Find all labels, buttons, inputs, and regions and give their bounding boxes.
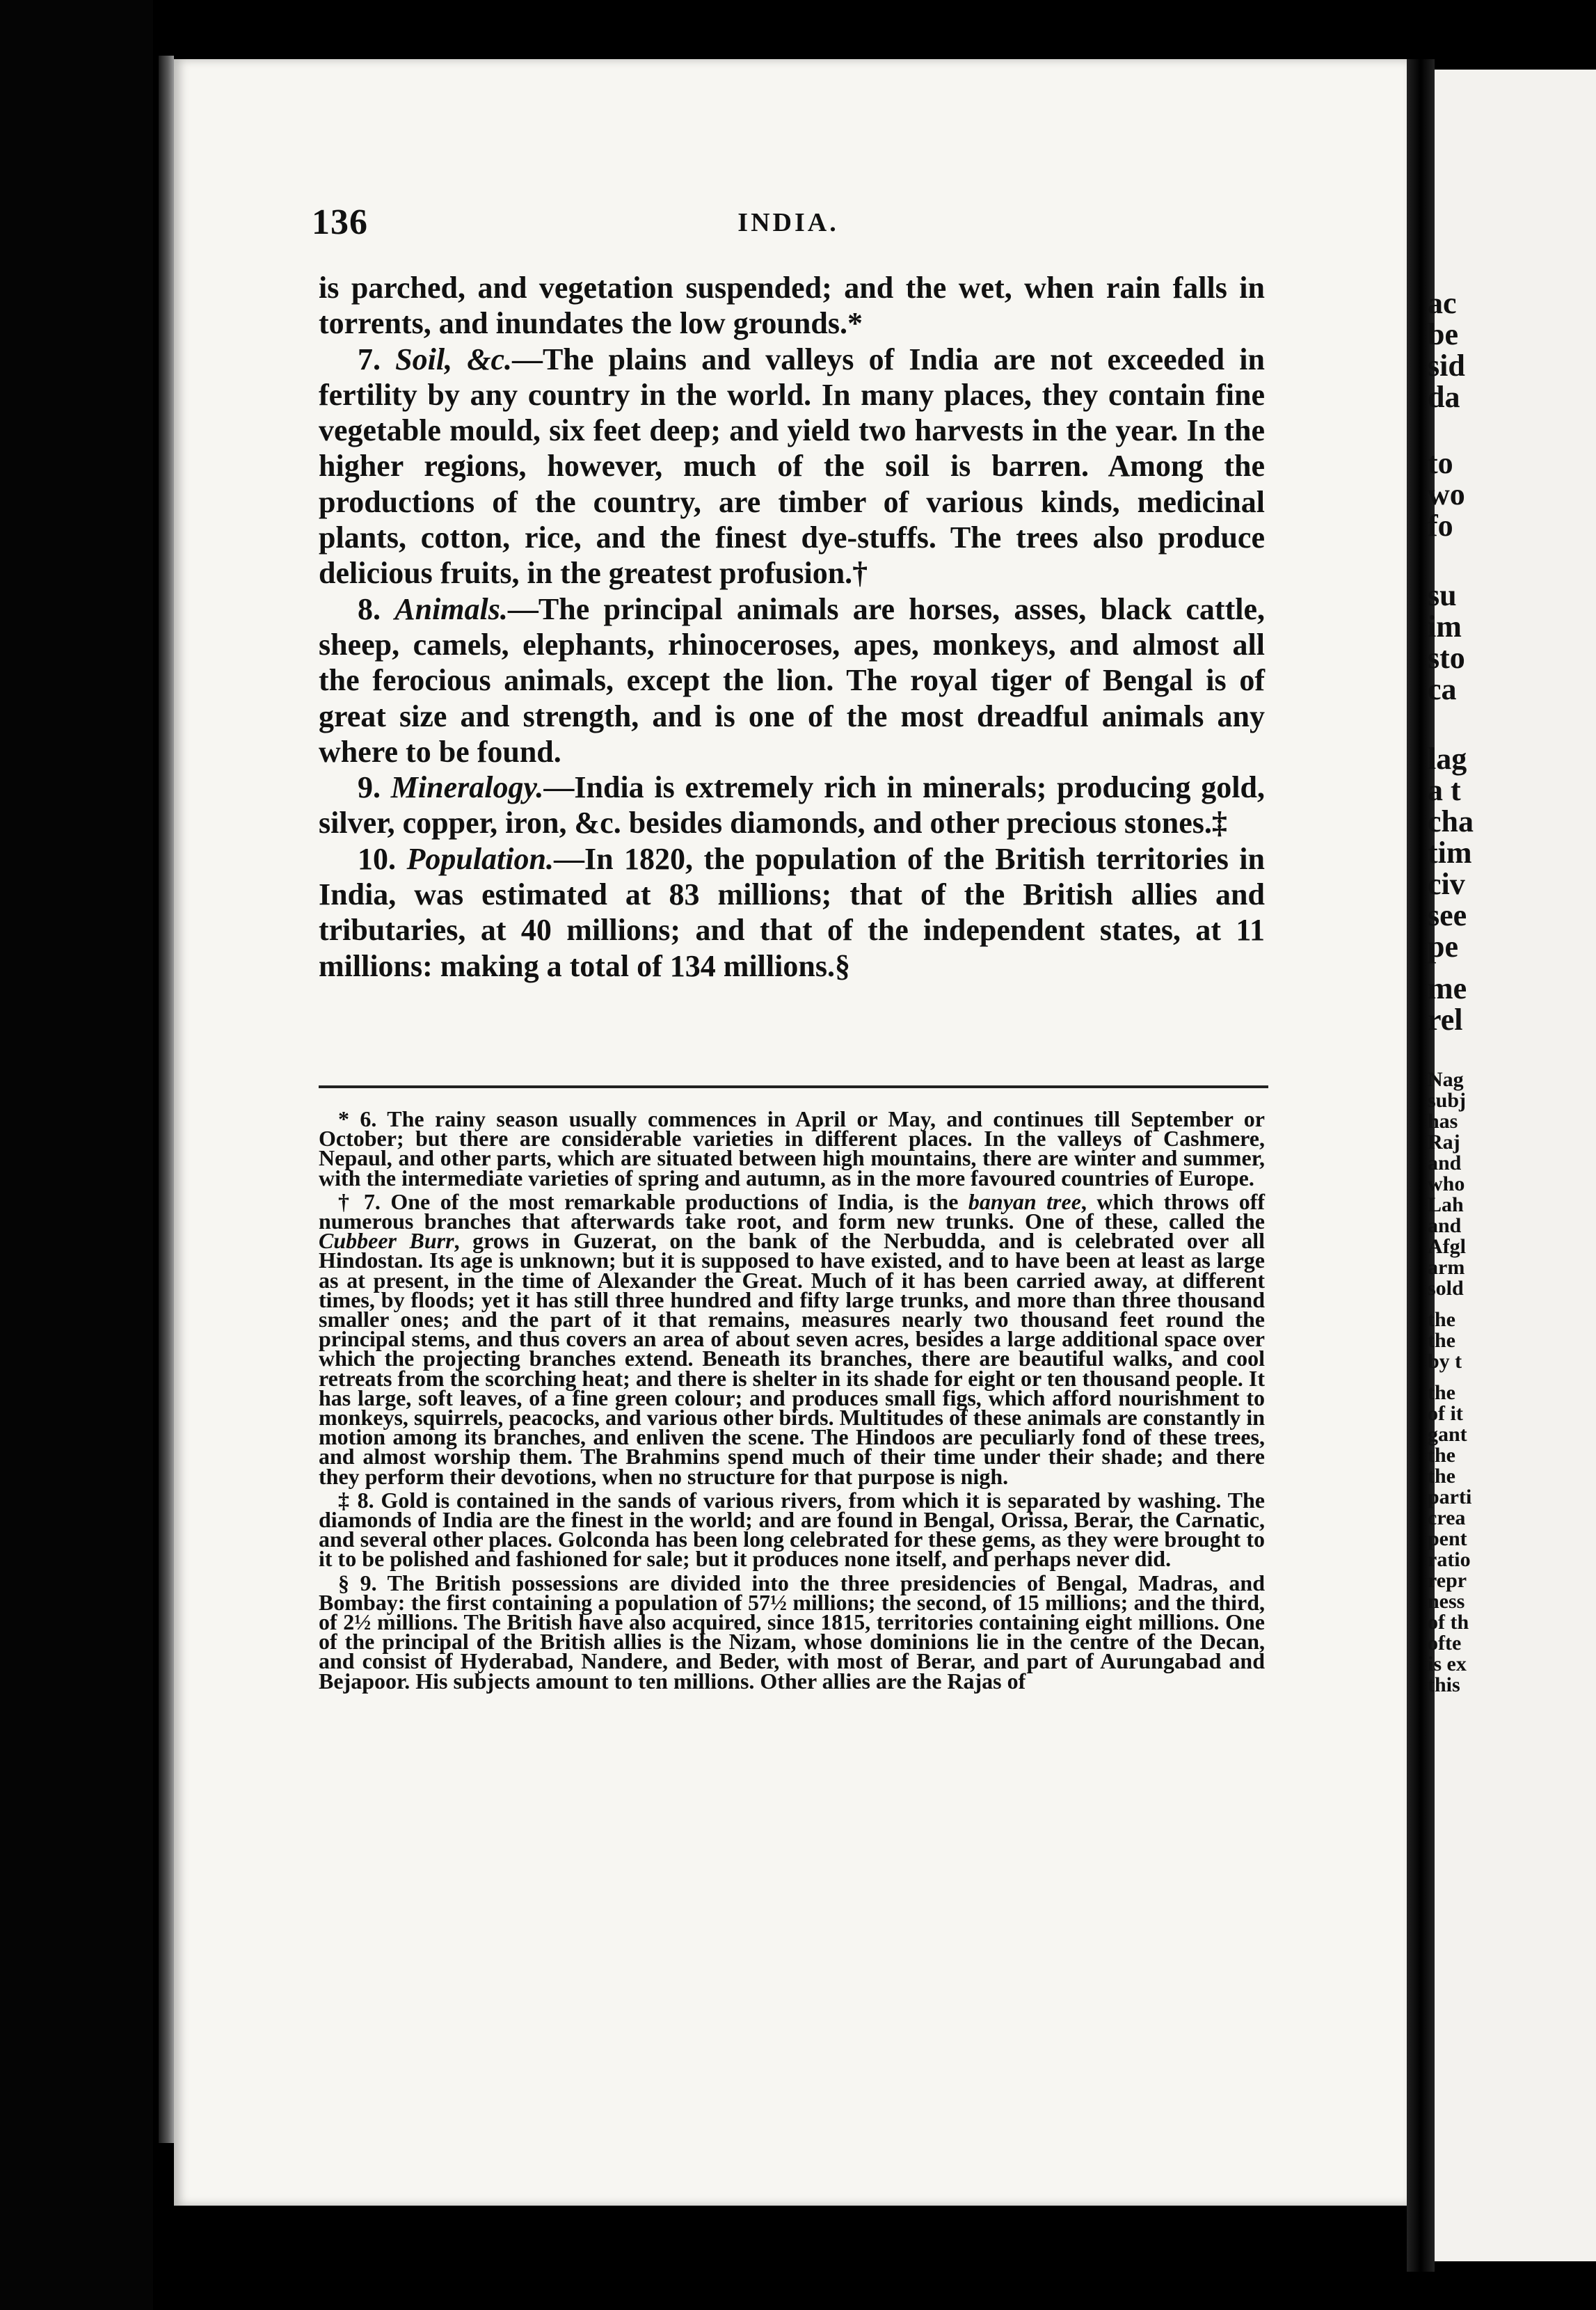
facing-page-text: fo: [1428, 509, 1453, 543]
footnote-text: † 7. One of the most remarkable productions of India, is the: [338, 1188, 959, 1214]
facing-page-text: has: [1428, 1110, 1458, 1133]
facing-page-text: ac: [1428, 286, 1457, 320]
facing-page-text: civ: [1428, 867, 1465, 901]
section-7: [319, 342, 1265, 591]
facing-page-text: sto: [1428, 641, 1465, 675]
page-edge-shadow: [159, 56, 174, 2143]
section-text: —The principal animals are horses, asses, black cattle, sheep, camels, elephants, rhinoceroses, apes, monkeys, and almost all the ferocious animals, except the lion. The royal tiger of Bengal is of great size and strength, and is one of the most dreadful animals any where to be found.: [319, 591, 1265, 769]
facing-page-fragment: [1428, 70, 1596, 2261]
facing-page-text: ca: [1428, 672, 1457, 706]
facing-page-text: Afgl: [1428, 1235, 1466, 1258]
facing-page-text: me: [1428, 971, 1467, 1005]
facing-page-text: repr: [1428, 1569, 1467, 1592]
section-number: 8.: [358, 591, 381, 626]
facing-page-text: who: [1428, 1172, 1465, 1195]
section-number: 7.: [358, 342, 381, 376]
footnote-rule: [319, 1085, 1268, 1088]
section-number: 9.: [358, 770, 381, 805]
section-number: 10.: [358, 841, 396, 876]
facing-page-text: ofte: [1428, 1632, 1462, 1655]
footnote-7: [319, 1188, 1266, 1489]
footnote-emphasis: Cubbeer Burr: [319, 1228, 454, 1254]
body-text: [319, 270, 1265, 984]
facing-page-text: ness: [1428, 1590, 1465, 1613]
facing-page-text: cha: [1428, 804, 1474, 838]
paragraph-continued: is parched, and vegetation suspended; and the wet, when rain falls in torrents, and inundates the low grounds.*: [319, 271, 1265, 341]
facing-page-text: rel: [1428, 1003, 1463, 1037]
facing-page-text: a t: [1428, 773, 1461, 807]
page-number: 136: [312, 202, 368, 242]
running-head: [312, 202, 1265, 250]
facing-page-text: sid: [1428, 349, 1465, 383]
facing-page-text: wo: [1428, 477, 1465, 511]
facing-page-text: parti: [1428, 1485, 1472, 1508]
facing-page-text: im: [1428, 610, 1462, 644]
section-8: [319, 591, 1265, 770]
facing-page-text: sold: [1428, 1277, 1464, 1300]
facing-page-text: be: [1428, 317, 1458, 351]
running-title: INDIA.: [737, 208, 839, 237]
section-title: Mineralogy.: [390, 770, 544, 805]
section-10: [319, 841, 1265, 984]
facing-page-text: is ex: [1428, 1652, 1467, 1675]
facing-page-text: of th: [1428, 1611, 1469, 1634]
section-title: Population.: [406, 841, 554, 876]
facing-page-text: of it: [1428, 1402, 1463, 1425]
facing-page-text: crea: [1428, 1506, 1466, 1529]
section-title: Soil, &c.: [395, 342, 513, 376]
facing-page-text: pe: [1428, 930, 1458, 964]
footnote-emphasis: banyan tree: [968, 1188, 1081, 1214]
facing-page-text: da: [1428, 380, 1460, 414]
facing-page-text: pent: [1428, 1527, 1467, 1550]
facing-page-text: the: [1428, 1444, 1455, 1467]
facing-page-text: see: [1428, 898, 1467, 932]
facing-page-text: ratio: [1428, 1548, 1471, 1571]
facing-page-text: the: [1428, 1465, 1455, 1488]
facing-page-text: Lah: [1428, 1193, 1464, 1216]
facing-page-text: the: [1428, 1381, 1455, 1404]
section-text: —India is extremely rich in minerals; producing gold, silver, copper, iron, &c. besides diamonds, and other precious stones.‡: [319, 770, 1265, 841]
footnote-9: § 9. The British possessions are divided into the three presidencies of Bengal, Madras, and Bombay: the first containing a population of 57½ millions; the second, of 15 millions; and the third, of 2½ millions. The British have also acquired, since 1815, territories containing eight millions. One of the principal of the British allies is the Nizam, whose dominions lie in the centre of the Decan, and consist of Hyderabad, Nandere, and Beder, with most of Berar, and part of Aurungabad and Bejapoor. His subjects amount to ten millions. Other allies are the Rajas of: [319, 1570, 1265, 1694]
facing-page-text: su: [1428, 578, 1457, 612]
facing-page-text: and: [1428, 1214, 1462, 1237]
facing-page-text: the: [1428, 1308, 1455, 1331]
section-title: Animals.: [394, 591, 508, 626]
facing-page-text: gant: [1428, 1423, 1467, 1446]
section-text: —In 1820, the population of the British territories in India, was estimated at 83 millions; that of the British allies and tributaries, at 40 millions; and that of the independent states, at 11 millions: making a total of 134 millions.§: [319, 841, 1266, 983]
footnote-6: * 6. The rainy season usually commences in April or May, and continues till September or October; but there are considerable varieties in different places. In the valleys of Cashmere, Nepaul, and other parts, which are situated between high mountains, there are winter and summer, with the intermediate varieties of spring and autumn, as in the more favoured countries of Europe.: [319, 1106, 1265, 1190]
section-text: —The plains and valleys of India are not exceeded in fertility by any country in the world. In many places, they contain fine vegetable mould, six feet deep; and yield two harvests in the year. In the higher regions, however, much of the soil is barren. Among the productions of the country, are timber of various kinds, medicinal plants, cotton, rice, and the finest dye-stuffs. The trees also produce delicious fruits, in the greatest profusion.†: [319, 342, 1266, 591]
facing-page-text: this: [1428, 1673, 1460, 1696]
facing-page-text: subj: [1428, 1089, 1467, 1112]
footnotes: [319, 1106, 1266, 1695]
footnote-8: ‡ 8. Gold is contained in the sands of various rivers, from which it is separated by washing. The diamonds of India are the finest in the world; and are found in Bengal, Orissa, Berar, the Carnatic, and several other places. Golconda has been long celebrated for these gems, as they were brought to it to be polished and fashioned for sale; but it produces none itself, and perhaps never did.: [319, 1487, 1265, 1572]
facing-page-text: by t: [1428, 1350, 1462, 1373]
facing-page-text: Raj: [1428, 1131, 1460, 1154]
scan-left-margin: [0, 0, 153, 2310]
facing-page-text: the: [1428, 1329, 1455, 1352]
facing-page-text: Nag: [1428, 1068, 1464, 1091]
facing-page-text: tim: [1428, 836, 1472, 870]
section-9: [319, 770, 1265, 841]
footnote-text: , grows in Guzerat, on the bank of the Nerbudda, and is celebrated over all Hindostan. Its age is unknown; but it is supposed to have existed, and to have been at least as large as at present, in the time of Alexander the Great. Much of it has been carried away, at different times, by floods; yet it has still three hundred and fifty large trunks, and more than three thousand smaller ones; and the part of it that remains, measures nearly two thousand feet round the principal stems, and thus covers an area of about seven acres, besides a large additional space over which the projecting branches extend. Beneath its branches, there are beautiful walks, and cool retreats from the scorching heat; and there is shelter in its shade for eight or ten thousand people. It has large, soft leaves, of a fine green colour; and produces small figs, which afford nourishment to monkeys, squirrels, peacocks, and various other birds. Multitudes of these animals are constantly in motion among its branches, and enliven the scene. The Hindoos are peculiarly fond of these trees, and almost worship them. The Brahmins spend much of their time under their shade; and there they perform their devotions, when no structure for that purpose is nigh.: [319, 1228, 1266, 1489]
facing-page-text: and: [1428, 1152, 1462, 1174]
facing-page-text: arm: [1428, 1256, 1465, 1279]
footnote-text: , which throws off numerous branches that afterwards take root, and form new trunks. One of these, called the: [319, 1188, 1266, 1234]
facing-page-text: to: [1428, 446, 1453, 480]
facing-page-text: lag: [1428, 742, 1467, 776]
